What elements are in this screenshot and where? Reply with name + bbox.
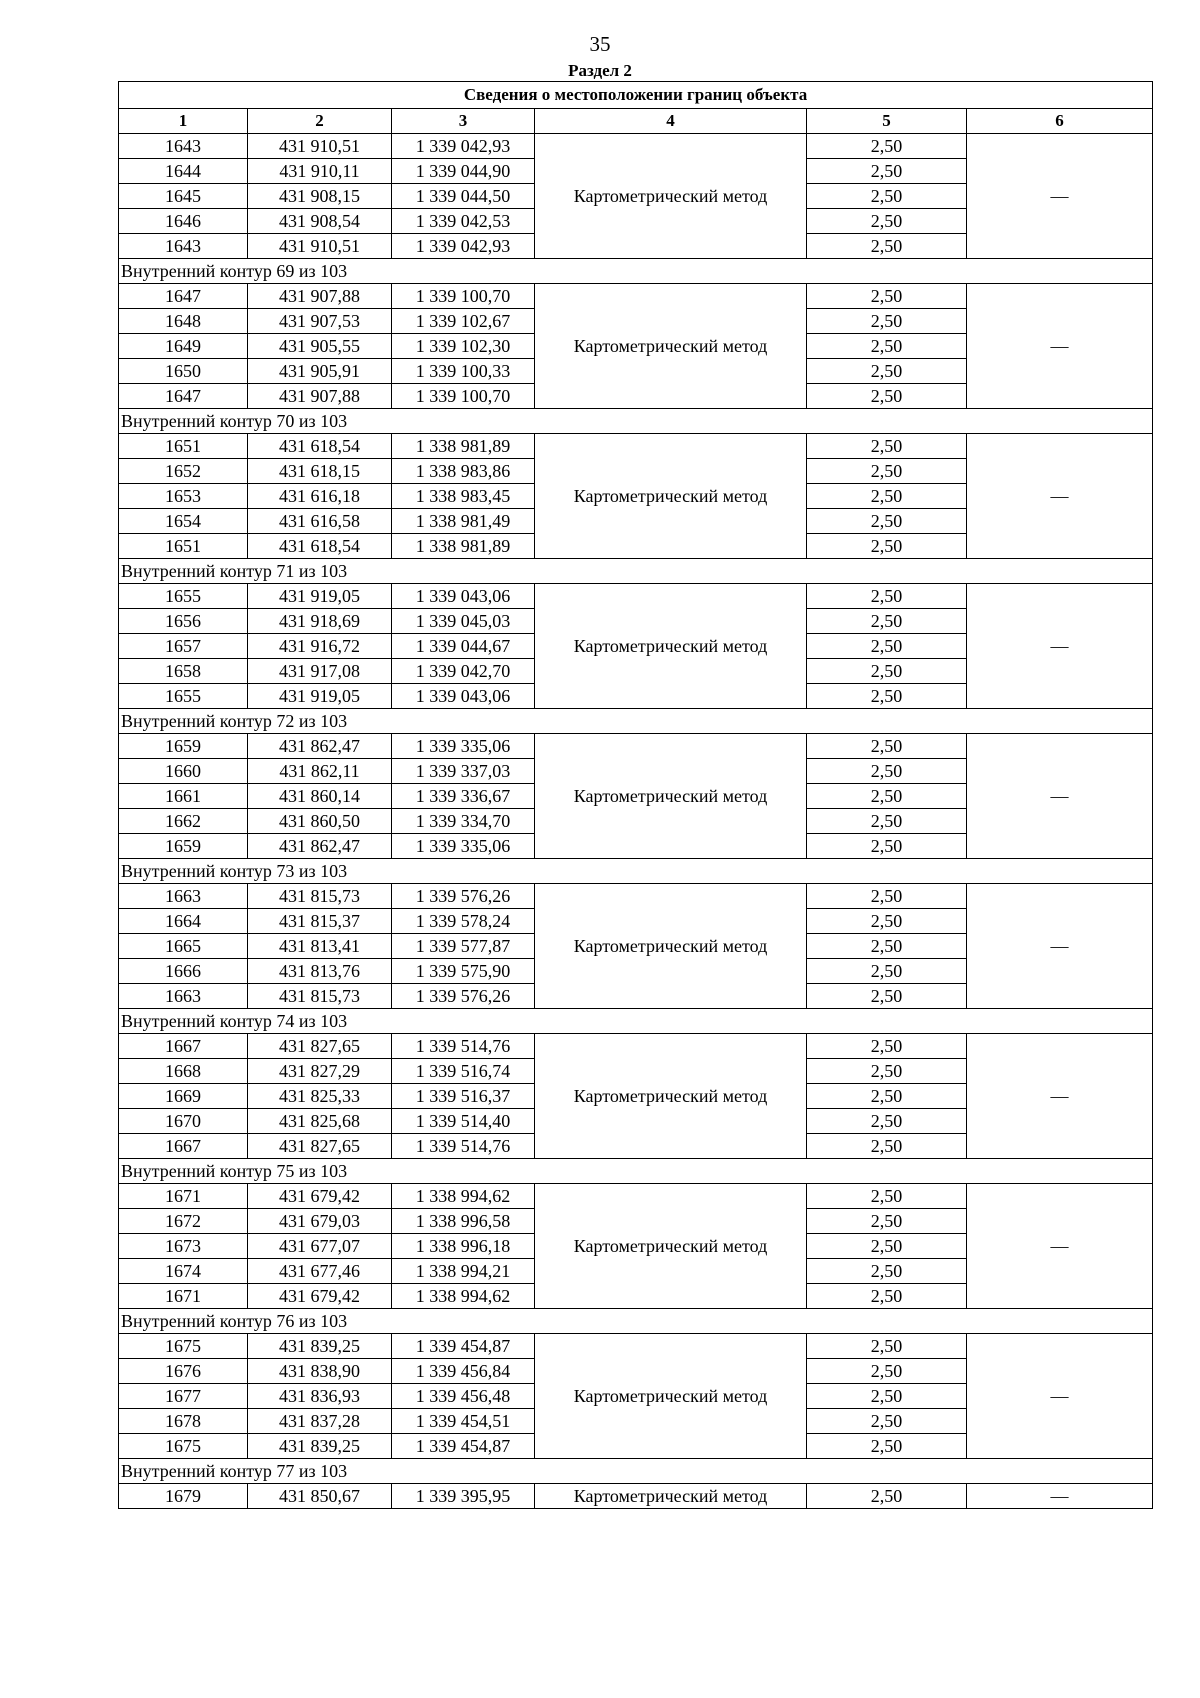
- table-row: [119, 1334, 1153, 1359]
- coordinate-y: 1 339 456,84: [392, 1359, 535, 1384]
- precision-cell: 2,50: [807, 659, 967, 684]
- coordinate-y: 1 338 981,49: [392, 509, 535, 534]
- coordinate-x: 431 827,29: [248, 1059, 392, 1084]
- precision-cell: 2,50: [807, 234, 967, 259]
- method-cell: Картометрический метод: [535, 1484, 807, 1509]
- contour-label: Внутренний контур 69 из 103: [119, 259, 1153, 284]
- table-row: [119, 284, 1153, 309]
- contour-label: Внутренний контур 77 из 103: [119, 1459, 1153, 1484]
- table-body: [119, 134, 1153, 1509]
- point-number: 1643: [119, 234, 248, 259]
- point-number: 1671: [119, 1284, 248, 1309]
- precision-cell: 2,50: [807, 909, 967, 934]
- precision-cell: 2,50: [807, 759, 967, 784]
- coordinate-y: 1 339 514,76: [392, 1134, 535, 1159]
- coordinate-x: 431 618,15: [248, 459, 392, 484]
- description-cell: —: [967, 734, 1153, 859]
- table-row: [119, 1184, 1153, 1209]
- point-number: 1675: [119, 1434, 248, 1459]
- precision-cell: 2,50: [807, 784, 967, 809]
- point-number: 1679: [119, 1484, 248, 1509]
- point-number: 1651: [119, 434, 248, 459]
- coordinate-y: 1 339 576,26: [392, 884, 535, 909]
- coordinate-y: 1 339 044,90: [392, 159, 535, 184]
- precision-cell: 2,50: [807, 1284, 967, 1309]
- point-number: 1655: [119, 684, 248, 709]
- point-number: 1672: [119, 1209, 248, 1234]
- contour-row: [119, 1009, 1153, 1034]
- precision-cell: 2,50: [807, 609, 967, 634]
- description-cell: —: [967, 884, 1153, 1009]
- precision-cell: 2,50: [807, 1434, 967, 1459]
- precision-cell: 2,50: [807, 684, 967, 709]
- description-cell: —: [967, 1484, 1153, 1509]
- description-cell: —: [967, 1334, 1153, 1459]
- precision-cell: 2,50: [807, 434, 967, 459]
- coordinate-x: 431 815,73: [248, 984, 392, 1009]
- point-number: 1651: [119, 534, 248, 559]
- precision-cell: 2,50: [807, 959, 967, 984]
- precision-cell: 2,50: [807, 534, 967, 559]
- contour-label: Внутренний контур 74 из 103: [119, 1009, 1153, 1034]
- precision-cell: 2,50: [807, 1059, 967, 1084]
- precision-cell: 2,50: [807, 1109, 967, 1134]
- method-cell: Картометрический метод: [535, 434, 807, 559]
- method-cell: Картометрический метод: [535, 584, 807, 709]
- coordinate-x: 431 616,58: [248, 509, 392, 534]
- point-number: 1648: [119, 309, 248, 334]
- coordinate-y: 1 339 042,93: [392, 134, 535, 159]
- contour-label: Внутренний контур 70 из 103: [119, 409, 1153, 434]
- precision-cell: 2,50: [807, 134, 967, 159]
- point-number: 1669: [119, 1084, 248, 1109]
- precision-cell: 2,50: [807, 1034, 967, 1059]
- coordinate-y: 1 339 042,70: [392, 659, 535, 684]
- coordinate-x: 431 679,42: [248, 1284, 392, 1309]
- coordinate-x: 431 825,68: [248, 1109, 392, 1134]
- precision-cell: 2,50: [807, 1409, 967, 1434]
- coordinate-y: 1 338 996,58: [392, 1209, 535, 1234]
- coordinate-y: 1 338 994,21: [392, 1259, 535, 1284]
- contour-row: [119, 409, 1153, 434]
- coordinate-y: 1 339 100,33: [392, 359, 535, 384]
- contour-row: [119, 1159, 1153, 1184]
- coordinate-y: 1 339 454,87: [392, 1334, 535, 1359]
- coordinate-x: 431 827,65: [248, 1034, 392, 1059]
- coordinate-x: 431 905,55: [248, 334, 392, 359]
- point-number: 1670: [119, 1109, 248, 1134]
- coordinate-y: 1 339 102,30: [392, 334, 535, 359]
- point-number: 1676: [119, 1359, 248, 1384]
- coordinate-y: 1 339 334,70: [392, 809, 535, 834]
- precision-cell: 2,50: [807, 984, 967, 1009]
- contour-row: [119, 1309, 1153, 1334]
- coordinate-y: 1 338 994,62: [392, 1284, 535, 1309]
- point-number: 1653: [119, 484, 248, 509]
- point-number: 1654: [119, 509, 248, 534]
- precision-cell: 2,50: [807, 334, 967, 359]
- method-cell: Картометрический метод: [535, 1334, 807, 1459]
- table-row: [119, 734, 1153, 759]
- coordinate-x: 431 862,47: [248, 834, 392, 859]
- coordinate-x: 431 815,73: [248, 884, 392, 909]
- precision-cell: 2,50: [807, 634, 967, 659]
- point-number: 1675: [119, 1334, 248, 1359]
- coordinate-x: 431 860,14: [248, 784, 392, 809]
- coordinate-x: 431 825,33: [248, 1084, 392, 1109]
- point-number: 1650: [119, 359, 248, 384]
- boundary-table: [118, 81, 1153, 1509]
- coordinate-x: 431 916,72: [248, 634, 392, 659]
- precision-cell: 2,50: [807, 809, 967, 834]
- coordinate-x: 431 679,03: [248, 1209, 392, 1234]
- coordinate-y: 1 339 516,37: [392, 1084, 535, 1109]
- contour-label: Внутренний контур 71 из 103: [119, 559, 1153, 584]
- coordinate-y: 1 339 576,26: [392, 984, 535, 1009]
- point-number: 1667: [119, 1134, 248, 1159]
- table-row: [119, 884, 1153, 909]
- coordinate-y: 1 339 102,67: [392, 309, 535, 334]
- precision-cell: 2,50: [807, 184, 967, 209]
- precision-cell: 2,50: [807, 584, 967, 609]
- precision-cell: 2,50: [807, 1259, 967, 1284]
- coordinate-x: 431 907,88: [248, 284, 392, 309]
- coordinate-y: 1 339 044,67: [392, 634, 535, 659]
- coordinate-x: 431 908,15: [248, 184, 392, 209]
- coordinate-x: 431 918,69: [248, 609, 392, 634]
- coordinate-x: 431 677,07: [248, 1234, 392, 1259]
- column-header-1: 1: [119, 109, 248, 134]
- column-header-3: 3: [392, 109, 535, 134]
- precision-cell: 2,50: [807, 1234, 967, 1259]
- point-number: 1674: [119, 1259, 248, 1284]
- precision-cell: 2,50: [807, 834, 967, 859]
- coordinate-y: 1 339 514,76: [392, 1034, 535, 1059]
- point-number: 1665: [119, 934, 248, 959]
- precision-cell: 2,50: [807, 1184, 967, 1209]
- point-number: 1659: [119, 834, 248, 859]
- contour-label: Внутренний контур 73 из 103: [119, 859, 1153, 884]
- coordinate-x: 431 813,41: [248, 934, 392, 959]
- coordinate-y: 1 339 454,87: [392, 1434, 535, 1459]
- precision-cell: 2,50: [807, 1359, 967, 1384]
- coordinate-y: 1 339 514,40: [392, 1109, 535, 1134]
- point-number: 1655: [119, 584, 248, 609]
- method-cell: Картометрический метод: [535, 734, 807, 859]
- contour-row: [119, 709, 1153, 734]
- point-number: 1646: [119, 209, 248, 234]
- coordinate-y: 1 338 996,18: [392, 1234, 535, 1259]
- precision-cell: 2,50: [807, 459, 967, 484]
- coordinate-y: 1 339 336,67: [392, 784, 535, 809]
- precision-cell: 2,50: [807, 509, 967, 534]
- point-number: 1647: [119, 384, 248, 409]
- coordinate-x: 431 836,93: [248, 1384, 392, 1409]
- page-number: 35: [589, 32, 611, 56]
- point-number: 1663: [119, 884, 248, 909]
- coordinate-x: 431 860,50: [248, 809, 392, 834]
- precision-cell: 2,50: [807, 934, 967, 959]
- precision-cell: 2,50: [807, 884, 967, 909]
- coordinate-x: 431 679,42: [248, 1184, 392, 1209]
- precision-cell: 2,50: [807, 384, 967, 409]
- contour-row: [119, 859, 1153, 884]
- precision-cell: 2,50: [807, 309, 967, 334]
- point-number: 1649: [119, 334, 248, 359]
- coordinate-x: 431 910,51: [248, 234, 392, 259]
- description-cell: —: [967, 284, 1153, 409]
- coordinate-y: 1 339 043,06: [392, 684, 535, 709]
- contour-row: [119, 259, 1153, 284]
- coordinate-y: 1 339 042,53: [392, 209, 535, 234]
- precision-cell: 2,50: [807, 284, 967, 309]
- coordinate-x: 431 839,25: [248, 1434, 392, 1459]
- coordinate-x: 431 862,11: [248, 759, 392, 784]
- point-number: 1659: [119, 734, 248, 759]
- coordinate-x: 431 616,18: [248, 484, 392, 509]
- point-number: 1677: [119, 1384, 248, 1409]
- point-number: 1643: [119, 134, 248, 159]
- contour-row: [119, 559, 1153, 584]
- precision-cell: 2,50: [807, 1084, 967, 1109]
- coordinate-y: 1 339 042,93: [392, 234, 535, 259]
- method-cell: Картометрический метод: [535, 284, 807, 409]
- coordinate-x: 431 907,53: [248, 309, 392, 334]
- coordinate-x: 431 907,88: [248, 384, 392, 409]
- method-cell: Картометрический метод: [535, 134, 807, 259]
- precision-cell: 2,50: [807, 734, 967, 759]
- coordinate-y: 1 338 981,89: [392, 534, 535, 559]
- column-header-4: 4: [535, 109, 807, 134]
- column-header-2: 2: [248, 109, 392, 134]
- precision-cell: 2,50: [807, 1334, 967, 1359]
- point-number: 1664: [119, 909, 248, 934]
- coordinate-y: 1 338 983,86: [392, 459, 535, 484]
- point-number: 1663: [119, 984, 248, 1009]
- coordinate-x: 431 827,65: [248, 1134, 392, 1159]
- column-header-row: [119, 109, 1153, 134]
- coordinate-x: 431 908,54: [248, 209, 392, 234]
- coordinate-y: 1 339 100,70: [392, 384, 535, 409]
- point-number: 1678: [119, 1409, 248, 1434]
- point-number: 1647: [119, 284, 248, 309]
- coordinate-y: 1 339 578,24: [392, 909, 535, 934]
- coordinate-x: 431 837,28: [248, 1409, 392, 1434]
- contour-label: Внутренний контур 72 из 103: [119, 709, 1153, 734]
- column-header-6: 6: [967, 109, 1153, 134]
- point-number: 1666: [119, 959, 248, 984]
- table-row: [119, 1484, 1153, 1509]
- point-number: 1668: [119, 1059, 248, 1084]
- coordinate-y: 1 339 395,95: [392, 1484, 535, 1509]
- section-label: Раздел 2: [568, 61, 632, 80]
- coordinate-y: 1 339 456,48: [392, 1384, 535, 1409]
- coordinate-x: 431 850,67: [248, 1484, 392, 1509]
- coordinate-y: 1 339 045,03: [392, 609, 535, 634]
- coordinate-y: 1 339 335,06: [392, 734, 535, 759]
- coordinate-x: 431 917,08: [248, 659, 392, 684]
- method-cell: Картометрический метод: [535, 1184, 807, 1309]
- coordinate-y: 1 339 043,06: [392, 584, 535, 609]
- coordinate-x: 431 838,90: [248, 1359, 392, 1384]
- coordinate-x: 431 618,54: [248, 434, 392, 459]
- coordinate-x: 431 905,91: [248, 359, 392, 384]
- precision-cell: 2,50: [807, 209, 967, 234]
- precision-cell: 2,50: [807, 159, 967, 184]
- point-number: 1656: [119, 609, 248, 634]
- precision-cell: 2,50: [807, 1209, 967, 1234]
- description-cell: —: [967, 1184, 1153, 1309]
- coordinate-x: 431 862,47: [248, 734, 392, 759]
- table-row: [119, 584, 1153, 609]
- table-row: [119, 434, 1153, 459]
- point-number: 1661: [119, 784, 248, 809]
- description-cell: —: [967, 584, 1153, 709]
- contour-row: [119, 1459, 1153, 1484]
- coordinate-x: 431 919,05: [248, 584, 392, 609]
- precision-cell: 2,50: [807, 484, 967, 509]
- description-cell: —: [967, 1034, 1153, 1159]
- coordinate-y: 1 338 981,89: [392, 434, 535, 459]
- precision-cell: 2,50: [807, 1484, 967, 1509]
- point-number: 1671: [119, 1184, 248, 1209]
- description-cell: —: [967, 434, 1153, 559]
- precision-cell: 2,50: [807, 359, 967, 384]
- coordinate-y: 1 339 335,06: [392, 834, 535, 859]
- table-row: [119, 1034, 1153, 1059]
- point-number: 1644: [119, 159, 248, 184]
- coordinate-y: 1 339 454,51: [392, 1409, 535, 1434]
- coordinate-y: 1 339 100,70: [392, 284, 535, 309]
- point-number: 1657: [119, 634, 248, 659]
- coordinate-y: 1 338 994,62: [392, 1184, 535, 1209]
- coordinate-x: 431 813,76: [248, 959, 392, 984]
- coordinate-y: 1 339 577,87: [392, 934, 535, 959]
- coordinate-y: 1 339 044,50: [392, 184, 535, 209]
- point-number: 1662: [119, 809, 248, 834]
- point-number: 1660: [119, 759, 248, 784]
- coordinate-x: 431 677,46: [248, 1259, 392, 1284]
- coordinate-x: 431 919,05: [248, 684, 392, 709]
- point-number: 1652: [119, 459, 248, 484]
- coordinate-x: 431 618,54: [248, 534, 392, 559]
- coordinate-y: 1 338 983,45: [392, 484, 535, 509]
- method-cell: Картометрический метод: [535, 884, 807, 1009]
- coordinate-y: 1 339 337,03: [392, 759, 535, 784]
- coordinate-y: 1 339 575,90: [392, 959, 535, 984]
- coordinate-x: 431 815,37: [248, 909, 392, 934]
- contour-label: Внутренний контур 76 из 103: [119, 1309, 1153, 1334]
- point-number: 1673: [119, 1234, 248, 1259]
- method-cell: Картометрический метод: [535, 1034, 807, 1159]
- contour-label: Внутренний контур 75 из 103: [119, 1159, 1153, 1184]
- coordinate-y: 1 339 516,74: [392, 1059, 535, 1084]
- description-cell: —: [967, 134, 1153, 259]
- point-number: 1658: [119, 659, 248, 684]
- precision-cell: 2,50: [807, 1134, 967, 1159]
- point-number: 1645: [119, 184, 248, 209]
- coordinate-x: 431 839,25: [248, 1334, 392, 1359]
- column-header-5: 5: [807, 109, 967, 134]
- coordinate-x: 431 910,51: [248, 134, 392, 159]
- coordinate-x: 431 910,11: [248, 159, 392, 184]
- table-row: [119, 134, 1153, 159]
- point-number: 1667: [119, 1034, 248, 1059]
- table-caption: Сведения о местоположении границ объекта: [119, 82, 1153, 109]
- precision-cell: 2,50: [807, 1384, 967, 1409]
